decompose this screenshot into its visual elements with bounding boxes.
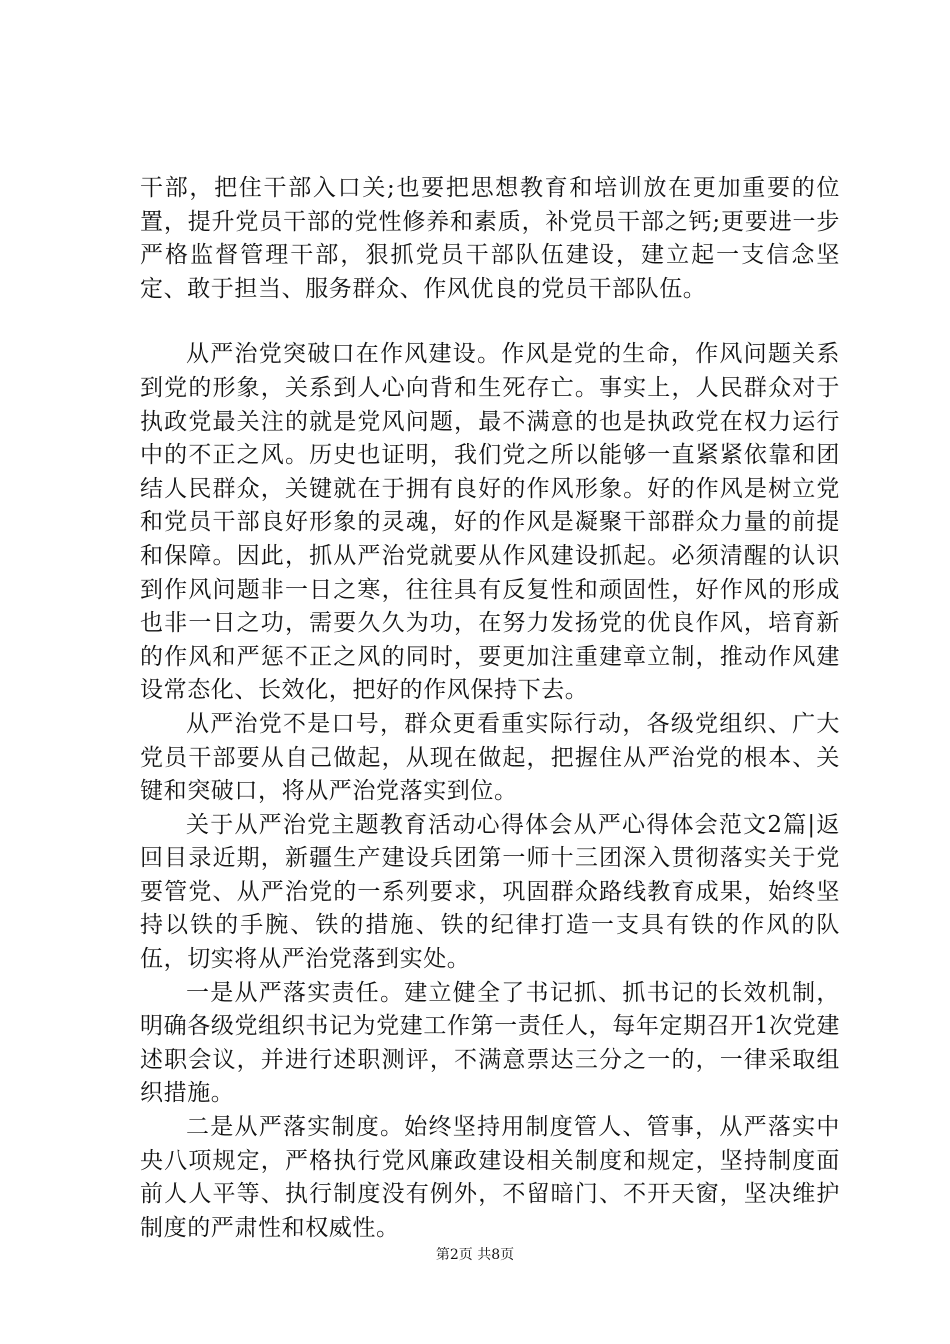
paragraph-4: 关于从严治党主题教育活动心得体会从严心得体会范文2篇|返回目录近期，新疆生产建设兵团第一师十三团深入贯彻落实关于党要管党、从严治党的一系列要求，巩固群众路线教育成果，始终坚持以铁的手腕、铁的措施、铁的纪律打造一支具有铁的作风的队伍，切实将从严治党落到实处。 (140, 811, 840, 973)
paragraph-3: 从严治党不是口号，群众更看重实际行动，各级党组织、广大党员干部要从自己做起，从现在做起，把握住从严治党的根本、关键和突破口，将从严治党落实到位。 (140, 710, 840, 805)
paragraph-gap (140, 306, 840, 338)
document-body (140, 172, 840, 1245)
paragraph-2: 从严治党突破口在作风建设。作风是党的生命，作风问题关系到党的形象，关系到人心向背和生死存亡。事实上，人民群众对于执政党最关注的就是党风问题，最不满意的也是执政党在权力运行中的不正之风。历史也证明，我们党之所以能够一直紧紧依靠和团结人民群众，关键就在于拥有良好的作风形象。好的作风是树立党和党员干部良好形象的灵魂，好的作风是凝聚干部群众力量的前提和保障。因此，抓从严治党就要从作风建设抓起。必须清醒的认识到作风问题非一日之寒，往往具有反复性和顽固性，好作风的形成也非一日之功，需要久久为功，在努力发扬党的优良作风，培育新的作风和严惩不正之风的同时，要更加注重建章立制，推动作风建设常态化、长效化，把好的作风保持下去。 (140, 341, 840, 704)
paragraph-1: 干部，把住干部入口关;也要把思想教育和培训放在更加重要的位置，提升党员干部的党性修养和素质，补党员干部之钙;更要进一步严格监督管理干部，狠抓党员干部队伍建设，建立起一支信念坚定、敢于担当、服务群众、作风优良的党员干部队伍。 (140, 175, 840, 302)
page-footer: 第2页 共8页 (435, 1247, 515, 1263)
paragraph-6: 二是从严落实制度。始终坚持用制度管人、管事，从严落实中央八项规定，严格执行党风廉政建设相关制度和规定，坚持制度面前人人平等、执行制度没有例外，不留暗门、不开天窗，坚决维护制度的严肃性和权威性。 (140, 1114, 840, 1241)
paragraph-5: 一是从严落实责任。建立健全了书记抓、抓书记的长效机制，明确各级党组织书记为党建工作第一责任人，每年定期召开1次党建述职会议，并进行述职测评，不满意票达三分之一的，一律采取组织措施。 (140, 979, 840, 1107)
